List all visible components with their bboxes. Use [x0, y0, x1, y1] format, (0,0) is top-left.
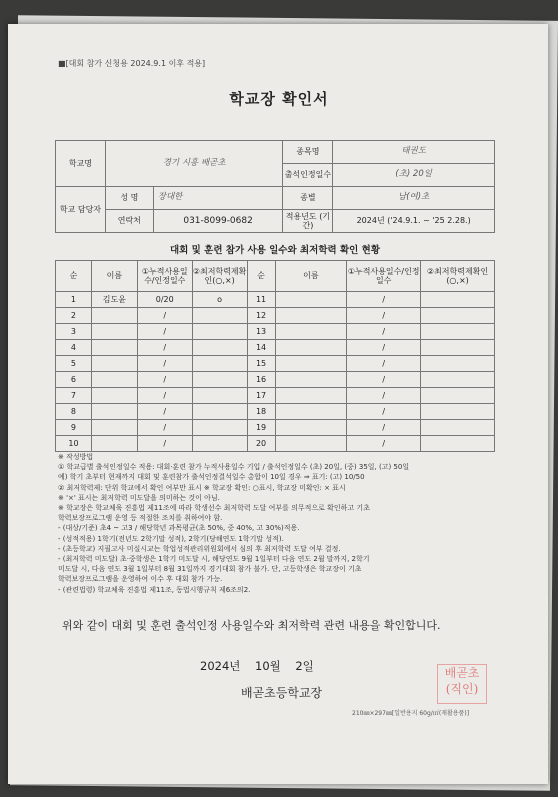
col-header-grade: ②최저학력제확인(○,×)	[192, 261, 247, 292]
grade-check	[192, 420, 247, 436]
grade-check	[421, 372, 495, 388]
note-line: ※ '×' 표시는 최저학력 미도달을 의미하는 것이 아님.	[58, 493, 220, 502]
student-name	[275, 420, 347, 436]
col-header-no: 순	[247, 261, 275, 292]
days-value: /	[347, 308, 421, 324]
grade-check	[192, 340, 247, 356]
school-value: 경기 시흥 배곧초	[105, 141, 283, 187]
grade-check	[192, 404, 247, 420]
name-label: 성 명	[105, 187, 153, 210]
table-row	[56, 388, 495, 404]
table-row	[56, 372, 495, 388]
row-number: 2	[56, 308, 92, 324]
table-row	[56, 356, 495, 372]
table-row	[56, 340, 495, 356]
student-name	[275, 292, 347, 308]
days-value: /	[137, 420, 192, 436]
student-name	[275, 324, 347, 340]
contact-value: 031-8099-0682	[153, 210, 283, 233]
table-row	[56, 420, 495, 436]
attendance-value: (초) 20일	[333, 164, 495, 187]
grade-check	[421, 292, 495, 308]
col-header-no: 순	[56, 261, 92, 292]
days-value: /	[137, 356, 192, 372]
col-header-days: ①누적사용일수/인정일수	[347, 261, 421, 292]
days-value: /	[347, 324, 421, 340]
days-value: /	[347, 388, 421, 404]
note-line: - (초등학교) 지필고사 미실시교는 학업성적관리위원회에서 심의 후 최저학력 도달 여부 결정.	[58, 544, 341, 553]
student-name	[275, 308, 347, 324]
days-value: /	[137, 436, 192, 452]
days-value: /	[347, 340, 421, 356]
student-name	[275, 372, 347, 388]
row-number: 18	[247, 404, 275, 420]
grade-check	[421, 324, 495, 340]
row-number: 16	[247, 372, 275, 388]
student-name	[91, 388, 137, 404]
grade-check	[192, 436, 247, 452]
row-number: 9	[56, 420, 92, 436]
sport-label: 종목명	[283, 141, 333, 164]
principal-signature: 배곧초등학교장	[241, 686, 323, 700]
grade-check: o	[192, 292, 247, 308]
gender-value: 남(여)초	[333, 187, 495, 210]
row-number: 7	[56, 388, 92, 404]
note-line: 학력보장프로그램 운영 등 적절한 조치를 취하여야 함.	[58, 514, 223, 523]
col-header-grade: ②최저학력제확인(○,×)	[421, 261, 495, 292]
student-name	[91, 372, 137, 388]
section-title: 대회 및 훈련 참가 사용 일수와 최저학력 확인 현황	[170, 245, 380, 256]
days-value: /	[347, 292, 421, 308]
grade-check	[421, 404, 495, 420]
issue-date: 2024년 10월 2일	[200, 659, 314, 673]
table-row	[56, 436, 495, 452]
row-number: 15	[247, 356, 275, 372]
row-number: 3	[56, 324, 92, 340]
year-label: 적용년도 (기간)	[283, 210, 333, 233]
grade-check	[421, 388, 495, 404]
student-name	[91, 404, 137, 420]
grade-check	[421, 420, 495, 436]
table-row	[56, 308, 495, 324]
student-name	[91, 308, 137, 324]
row-number: 1	[56, 292, 92, 308]
table-row	[56, 292, 495, 308]
student-name	[91, 420, 137, 436]
sport-value: 태권도	[333, 141, 495, 164]
student-name	[91, 340, 137, 356]
name-value: 장대한	[153, 187, 283, 210]
grade-check	[192, 324, 247, 340]
official-seal: 배곧초 (직인)	[437, 664, 487, 704]
note-line: 학력보장프로그램을 운영하여 이수 후 대회 참가 가능.	[58, 575, 223, 584]
row-number: 19	[247, 420, 275, 436]
page-title: 학교장 확인서	[229, 90, 329, 108]
row-number: 4	[56, 340, 92, 356]
note-line: 미도달 시, 다음 연도 3월 1일부터 8월 31일까지 경기대회 참가 불가. 단, 고등학생은 학교장이 기초	[58, 565, 362, 574]
info-table	[55, 140, 495, 233]
note-line: - (최저학력 미도달) 초·중학생은 1학기 미도달 시, 해당연도 9월 1일부터 다음 연도 2월 말까지, 2학기	[58, 555, 370, 564]
year-value: 2024년 ('24.9.1. ~ '25 2.28.)	[333, 210, 495, 233]
days-value: /	[347, 420, 421, 436]
row-number: 6	[56, 372, 92, 388]
row-number: 20	[247, 436, 275, 452]
grade-check	[192, 308, 247, 324]
col-header-days: ①누적사용일수/인정일수	[137, 261, 192, 292]
attendance-label: 출석인정일수	[283, 164, 333, 187]
grade-check	[192, 356, 247, 372]
student-name	[91, 436, 137, 452]
student-name	[275, 436, 347, 452]
student-name	[275, 388, 347, 404]
grade-check	[192, 388, 247, 404]
note-line: ※ 작성방법	[58, 453, 94, 461]
confirmation-statement: 위와 같이 대회 및 훈련 출석인정 사용일수와 최저학력 관련 내용을 확인합니다.	[62, 619, 441, 632]
row-number: 13	[247, 324, 275, 340]
days-value: /	[137, 324, 192, 340]
note-line: - (관련법령) 학교체육 진흥법 제11조, 동법시행규칙 제6조의2.	[58, 585, 251, 594]
contact-label: 연락처	[105, 210, 153, 233]
row-number: 10	[56, 436, 92, 452]
row-number: 5	[56, 356, 92, 372]
note-line: - (성적적용) 1학기(전년도 2학기말 성적), 2학기(당해연도 1학기말 성적).	[58, 534, 284, 543]
days-value: /	[347, 436, 421, 452]
row-number: 11	[247, 292, 275, 308]
note-line: ※ 학교장은 학교체육 진흥법 제11조에 따라 학생선수 최저학력 도달 여부를 의무적으로 확인하고 기초	[58, 504, 370, 513]
student-name	[91, 324, 137, 340]
grade-check	[421, 436, 495, 452]
days-value: /	[347, 404, 421, 420]
student-name	[275, 404, 347, 420]
student-name: 김도윤	[91, 292, 137, 308]
school-label: 학교명	[56, 141, 106, 187]
note-line: - (대상/기준) 초4 ~ 고3 / 해당학년 과목평균(초 50%, 중 40%, 고 30%)적용.	[58, 524, 300, 533]
grade-check	[192, 372, 247, 388]
col-header-name: 이름	[275, 261, 347, 292]
days-value: /	[137, 308, 192, 324]
row-number: 12	[247, 308, 275, 324]
grade-check	[421, 340, 495, 356]
note-line: 예) 학기 초부터 현재까지 대회 및 훈련참가 출석인정결석일수 총합이 10일 경우 ⇒ 표기: (고) 10/50	[58, 473, 365, 482]
days-value: 0/20	[137, 292, 192, 308]
gender-label: 종별	[283, 187, 333, 210]
table-row	[56, 404, 495, 420]
status-table	[55, 260, 495, 452]
days-value: /	[137, 372, 192, 388]
paper-spec-footer: 210㎜×297㎜[일반용지 60g/㎡(재활용품)]	[352, 710, 470, 717]
instructions-notes	[58, 452, 498, 595]
days-value: /	[137, 388, 192, 404]
student-name	[91, 356, 137, 372]
row-number: 8	[56, 404, 92, 420]
rep-label: 학교 담당자	[56, 187, 106, 233]
student-name	[275, 356, 347, 372]
row-number: 14	[247, 340, 275, 356]
days-value: /	[137, 340, 192, 356]
col-header-name: 이름	[91, 261, 137, 292]
grade-check	[421, 308, 495, 324]
days-value: /	[137, 404, 192, 420]
header-note: ■[대회 참가 신청용 2024.9.1 이후 적용]	[58, 59, 206, 68]
days-value: /	[347, 356, 421, 372]
table-row	[56, 324, 495, 340]
row-number: 17	[247, 388, 275, 404]
note-line: ① 학교급별 출석인정일수 적용: 대회·훈련 참가 누적사용일수 기입 / 출석인정일수 (초) 20일, (중) 35일, (고) 50일	[58, 463, 410, 472]
grade-check	[421, 356, 495, 372]
student-name	[275, 340, 347, 356]
note-line: ② 최저학력제: 단위 학교에서 확인 여부만 표시 ※ 학교장 확인: ○표시, 학교장 미확인: × 표시	[58, 483, 346, 492]
days-value: /	[347, 372, 421, 388]
